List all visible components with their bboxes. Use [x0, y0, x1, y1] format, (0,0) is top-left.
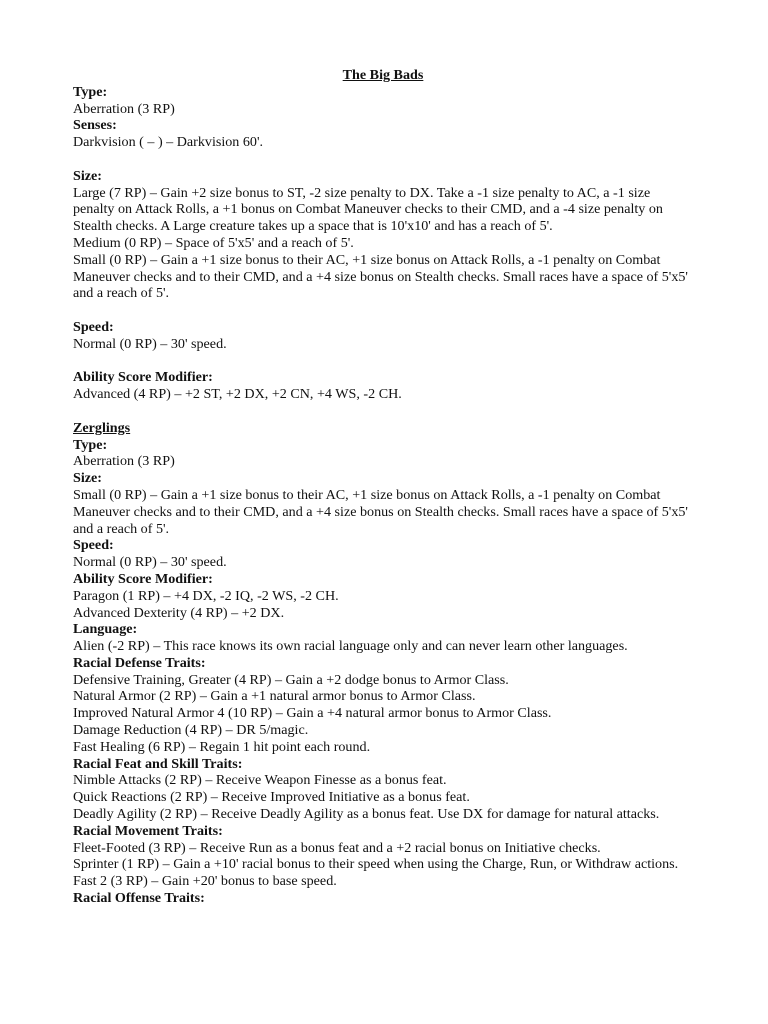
blank-line — [73, 403, 693, 420]
section-heading: Racial Offense Traits: — [73, 890, 205, 907]
section-heading: Size: — [73, 167, 102, 184]
section-heading: Size: — [73, 470, 102, 487]
section-heading: Ability Score Modifier: — [73, 369, 213, 386]
trait-paragraph: Sprinter (1 RP) – Gain a +10' racial bonus to their speed when using the Charge, Run, or Withdraw actions. — [73, 856, 679, 873]
trait-line: Medium (0 RP) – Space of 5'x5' and a reach of 5'. — [73, 234, 354, 251]
blank-line — [73, 151, 693, 168]
trait-line: Normal (0 RP) – 30' speed. — [73, 335, 227, 352]
section-heading: Speed: — [73, 537, 114, 554]
section-heading: Type: — [73, 83, 108, 100]
section-heading: Senses: — [73, 117, 117, 134]
trait-line: Paragon (1 RP) – +4 DX, -2 IQ, -2 WS, -2 CH. — [73, 587, 339, 604]
trait-line: Fleet-Footed (3 RP) – Receive Run as a bonus feat and a +2 racial bonus on Initiative checks. — [73, 839, 601, 856]
trait-line: Advanced (4 RP) – +2 ST, +2 DX, +2 CN, +4 WS, -2 CH. — [73, 386, 402, 403]
trait-line: Darkvision ( – ) – Darkvision 60'. — [73, 134, 264, 151]
trait-line: Fast 2 (3 RP) – Gain +20' bonus to base speed. — [73, 873, 337, 890]
trait-line: Normal (0 RP) – 30' speed. — [73, 554, 227, 571]
blank-line — [73, 302, 693, 319]
trait-line: Alien (-2 RP) – This race knows its own racial language only and can never learn other languages. — [73, 638, 628, 655]
section-heading: Type: — [73, 436, 108, 453]
trait-line: Aberration (3 RP) — [73, 453, 175, 470]
section-heading: Racial Feat and Skill Traits: — [73, 755, 243, 772]
trait-line: Aberration (3 RP) — [73, 100, 175, 117]
trait-line: Nimble Attacks (2 RP) – Receive Weapon Finesse as a bonus feat. — [73, 772, 447, 789]
document-page — [73, 67, 693, 907]
blank-line — [73, 353, 693, 370]
trait-line: Improved Natural Armor 4 (10 RP) – Gain a +4 natural armor bonus to Armor Class. — [73, 705, 552, 722]
trait-line: Damage Reduction (4 RP) – DR 5/magic. — [73, 722, 309, 739]
section-heading: Language: — [73, 621, 138, 638]
trait-paragraph: Deadly Agility (2 RP) – Receive Deadly Agility as a bonus feat. Use DX for damage for natural attacks. — [73, 806, 660, 823]
trait-paragraph: Large (7 RP) – Gain +2 size bonus to ST, -2 size penalty to DX. Take a -1 size penalty to AC, a -1 size penalty on Attack Rolls, a +1 bonus on Combat Maneuver checks to their CMD, and a -4 size penalty on Stealth checks. A Large creature takes up a space that is 10'x10' and has a reach of 5'. — [73, 184, 663, 235]
trait-line: Natural Armor (2 RP) – Gain a +1 natural armor bonus to Armor Class. — [73, 688, 476, 705]
trait-line: Advanced Dexterity (4 RP) – +2 DX. — [73, 604, 285, 621]
trait-line: Quick Reactions (2 RP) – Receive Improved Initiative as a bonus feat. — [73, 789, 470, 806]
document-body — [73, 84, 693, 907]
section-heading: Speed: — [73, 318, 114, 335]
trait-paragraph: Small (0 RP) – Gain a +1 size bonus to their AC, +1 size bonus on Attack Rolls, a -1 penalty on Combat Maneuver checks and to their CMD, and a +4 size bonus on Stealth checks. Small races have a space of 5'x5' and a reach of 5'. — [73, 486, 688, 537]
section-heading: Ability Score Modifier: — [73, 570, 213, 587]
trait-line: Defensive Training, Greater (4 RP) – Gain a +2 dodge bonus to Armor Class. — [73, 671, 509, 688]
document-title: The Big Bads — [342, 67, 424, 83]
race-heading: Zerglings — [73, 419, 131, 436]
trait-paragraph: Small (0 RP) – Gain a +1 size bonus to their AC, +1 size bonus on Attack Rolls, a -1 penalty on Combat Maneuver checks and to their CMD, and a +4 size bonus on Stealth checks. Small races have a space of 5'x5' and a reach of 5'. — [73, 251, 688, 302]
section-heading: Racial Movement Traits: — [73, 822, 223, 839]
section-heading: Racial Defense Traits: — [73, 654, 206, 671]
trait-line: Fast Healing (6 RP) – Regain 1 hit point each round. — [73, 738, 371, 755]
